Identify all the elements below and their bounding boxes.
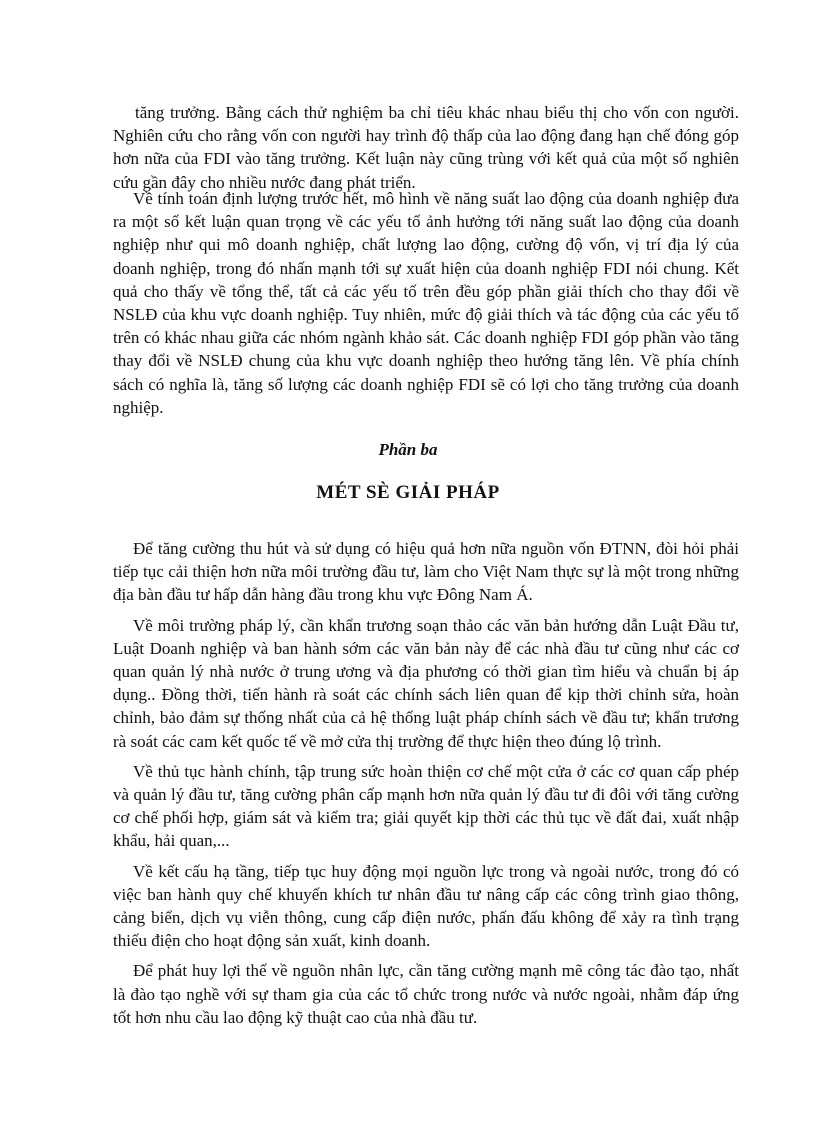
solutions-text-block — [113, 537, 739, 1036]
paragraph-human-resources: Để phát huy lợi thế về nguồn nhân lực, cần tăng cường mạnh mẽ công tác đào tạo, nhất là đào tạo nghề với sự tham gia của các tổ chức trong nước và nước ngoài, nhằm đáp ứng tốt hơn nhu cầu lao động kỹ thuật cao của nhà đầu tư. — [113, 961, 739, 1027]
paragraph-infrastructure: Về kết cấu hạ tầng, tiếp tục huy động mọi nguồn lực trong và ngoài nước, trong đó có việc ban hành quy chế khuyến khích tư nhân đầu tư nâng cấp các công trình giao thông, cảng biển, dịch vụ viễn thông, cung cấp điện nước, phấn đấu không để xảy ra tình trạng thiếu điện cho hoạt động sản xuất, kinh doanh. — [113, 861, 739, 951]
paragraph-investment-attraction: Để tăng cường thu hút và sử dụng có hiệu quả hơn nữa nguồn vốn ĐTNN, đòi hỏi phải tiếp tục cải thiện hơn nữa môi trường đầu tư, làm cho Việt Nam thực sự là một trong những địa bàn đầu tư hấp dẫn hàng đầu trong khu vực Đông Nam Á. — [113, 539, 739, 605]
section-label: Phần ba — [378, 440, 438, 459]
paragraph-administrative-procedures: Về thủ tục hành chính, tập trung sức hoàn thiện cơ chế một cửa ở các cơ quan cấp phép và quản lý đầu tư, tăng cường phân cấp mạnh hơn nữa quản lý đầu tư đi đôi với tăng cường cơ chế phối hợp, giám sát và kiểm tra; giải quyết kịp thời các thủ tục về đất đai, xuất nhập khẩu, hải quan,... — [113, 761, 739, 851]
top-text-block — [113, 101, 739, 194]
paragraph-quantitative-analysis: Về tính toán định lượng trước hết, mô hình về năng suất lao động của doanh nghiệp đưa ra một số kết luận quan trọng về các yếu tố ảnh hưởng tới năng suất lao động của doanh nghiệp như qui mô doanh nghiệp, chất lượng lao động, cường độ vốn, vị trí địa lý của doanh nghiệp, trong đó nhấn mạnh tới sự xuất hiện của doanh nghiệp FDI nói chung. Kết quả cho thấy về tổng thể, tất cả các yếu tố trên đều góp phần giải thích cho thay đổi về NSLĐ của khu vực doanh nghiệp. Tuy nhiên, mức độ giải thích và tác động của các yếu tố trên có khác nhau giữa các nhóm ngành khảo sát. Các doanh nghiệp FDI góp phần vào tăng thay đổi về NSLĐ chung của khu vực doanh nghiệp theo hướng tăng lên. Về phía chính sách có nghĩa là, tăng số lượng các doanh nghiệp FDI sẽ có lợi cho tăng trưởng của doanh nghiệp. — [113, 189, 739, 417]
paragraph-continuation: tăng trưởng. Bằng cách thử nghiệm ba chỉ tiêu khác nhau biểu thị cho vốn con người. Nghiên cứu cho rằng vốn con người hay trình độ thấp của lao động đang hạn chế đóng góp hơn nữa của FDI vào tăng trưởng. Kết luận này cũng trùng với kết quả của một số nghiên cứu gần đây cho nhiều nước đang phát triển. — [113, 103, 739, 192]
paragraph-legal-environment: Về môi trường pháp lý, cần khẩn trương soạn thảo các văn bản hướng dẫn Luật Đầu tư, Luật Doanh nghiệp và ban hành sớm các văn bản này để các nhà đầu tư cũng như các cơ quan quản lý nhà nước ở trung ương và địa phương có thời gian tìm hiểu và chuẩn bị áp dụng.. Đồng thời, tiến hành rà soát các chính sách liên quan để kịp thời chỉnh sửa, hoàn chỉnh, bảo đảm sự thống nhất của cả hệ thống luật pháp chính sách về đầu tư; khẩn trương rà soát các cam kết quốc tế về mở cửa thị trường để thực hiện theo đúng lộ trình. — [113, 615, 739, 751]
middle-text-block — [113, 187, 739, 419]
section-title: MÉT SÈ GIẢI PHÁP — [316, 482, 500, 503]
